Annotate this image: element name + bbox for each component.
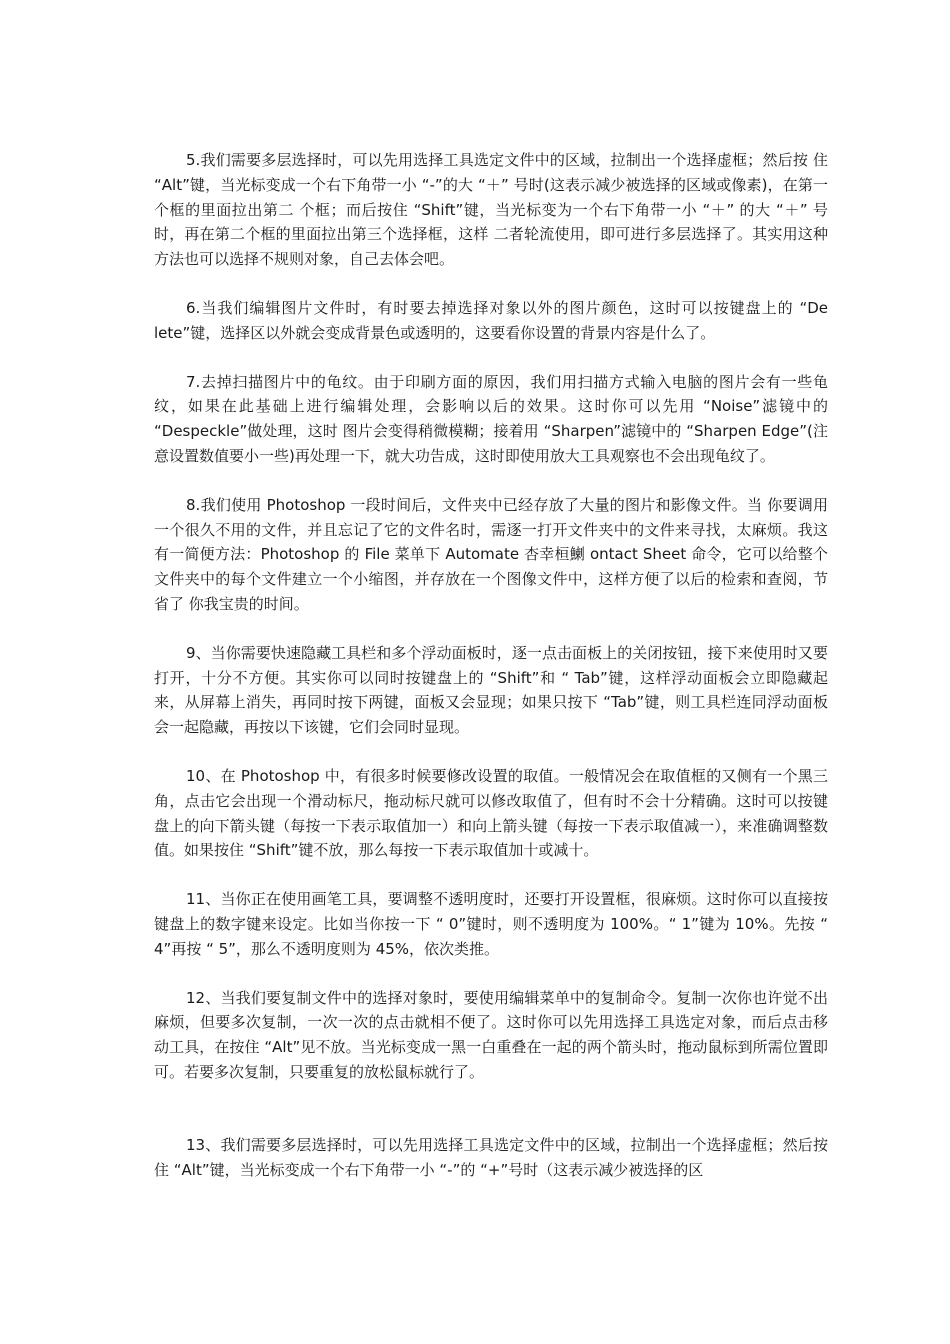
paragraph-tip-7: 7.去掉扫描图片中的龟纹。由于印刷方面的原因，我们用扫描方式输入电脑的图片会有一些龟 纹，如果在此基础上进行编辑处理，会影响以后的效果。这时你可以先用 “Noise”滤镜中的 “Despeckle”做处理，这时 图片会变得稍微模糊；接着用 “Sharpen”滤镜中的 “Sharpen Edge”(注意设置数值要小一些)再处理一下，就大功告成，这时即使用放大工具观察也不会出现龟纹了。 <box>154 372 828 465</box>
document-page <box>154 148 828 1206</box>
paragraph-tip-12: 12、当我们要复制文件中的选择对象时，要使用编辑菜单中的复制命令。复制一次你也许觉不出麻烦，但要多次复制，一次一次的点击就相不便了。这时你可以先用选择工具选定对象，而后点击移动工具，在按住 “Alt”见不放。当光标变成一黑一白重叠在一起的两个箭头时，拖动鼠标到所需位置即可。若要多次复制，只要重复的放松鼠标就行了。 <box>154 988 828 1081</box>
paragraph-tip-8: 8.我们使用 Photoshop 一段时间后，文件夹中已经存放了大量的图片和影像文件。当 你要调用一个很久不用的文件，并且忘记了它的文件名时，需逐一打开文件夹中的文件来寻找，太麻烦。我这有一简便方法：Photoshop 的 File 菜单下 Automate 杏幸桓鯻 ontact Sheet 命令，它可以给整个文件夹中的每个文件建立一个小缩图，并存放在一个图像文件中，这样方便了以后的检索和查阅，节省了 你我宝贵的时间。 <box>154 495 828 613</box>
paragraph-tip-5: 5.我们需要多层选择时，可以先用选择工具选定文件中的区域，拉制出一个选择虚框；然后按 住 “Alt”键，当光标变成一个右下角带一小 “-”的大 “＋” 号时(这表示减少被选择的区域或像素)，在第一个框的里面拉出第二 个框；而后按住 “Shift”键，当光标变为一个右下角带一小 “＋” 的大 “＋” 号时，再在第二个框的里面拉出第三个选择框，这样 二者轮流使用，即可进行多层选择了。其实用这种方法也可以选择不规则对象，自己去体会吧。 <box>154 151 828 269</box>
paragraph-tip-10: 10、在 Photoshop 中，有很多时候要修改设置的取值。一般情况会在取值框的又侧有一个黑三角，点击它会出现一个滑动标尺，拖动标尺就可以修改取值了，但有时不会十分精确。这时可以按键盘上的向下箭头键（每按一下表示取值加一）和向上箭头键（每按一下表示取值减一），来准确调整数值。如果按住 “Shift”键不放，那么每按一下表示取值加十或减十。 <box>154 766 828 860</box>
paragraph-tip-6: 6.当我们编辑图片文件时，有时要去掉选择对象以外的图片颜色，这时可以按键盘上的 “De lete”键，选择区以外就会变成背景色或透明的，这要看你设置的背景内容是什么了。 <box>154 298 828 342</box>
paragraph-tip-11: 11、当你正在使用画笔工具，要调整不透明度时，还要打开设置框，很麻烦。这时你可以直接按键盘上的数字键来设定。比如当你按一下 “ 0”键时，则不透明度为 100%。“ 1”键为 10%。先按 “ 4”再按 “ 5”，那么不透明度则为 45%，依次类推。 <box>154 890 828 958</box>
paragraph-tip-13: 13、我们需要多层选择时，可以先用选择工具选定文件中的区域，拉制出一个选择虚框；然后按住 “Alt”键，当光标变成一个右下角带一小 “-”的 “+”号时（这表示减少被选择的区 <box>154 1135 828 1179</box>
paragraph-tip-9: 9、当你需要快速隐藏工具栏和多个浮动面板时，逐一点击面板上的关闭按钮，接下来使用时又要打开，十分不方便。其实你可以同时按键盘上的 “Shift”和 “ Tab”键，这样浮动面板会立即隐藏起来，从屏幕上消失，再同时按下两键，面板又会显现；如果只按下 “Tab”键，则工具栏连同浮动面板会一起隐藏，再按以下该键，它们会同时显现。 <box>154 643 828 737</box>
